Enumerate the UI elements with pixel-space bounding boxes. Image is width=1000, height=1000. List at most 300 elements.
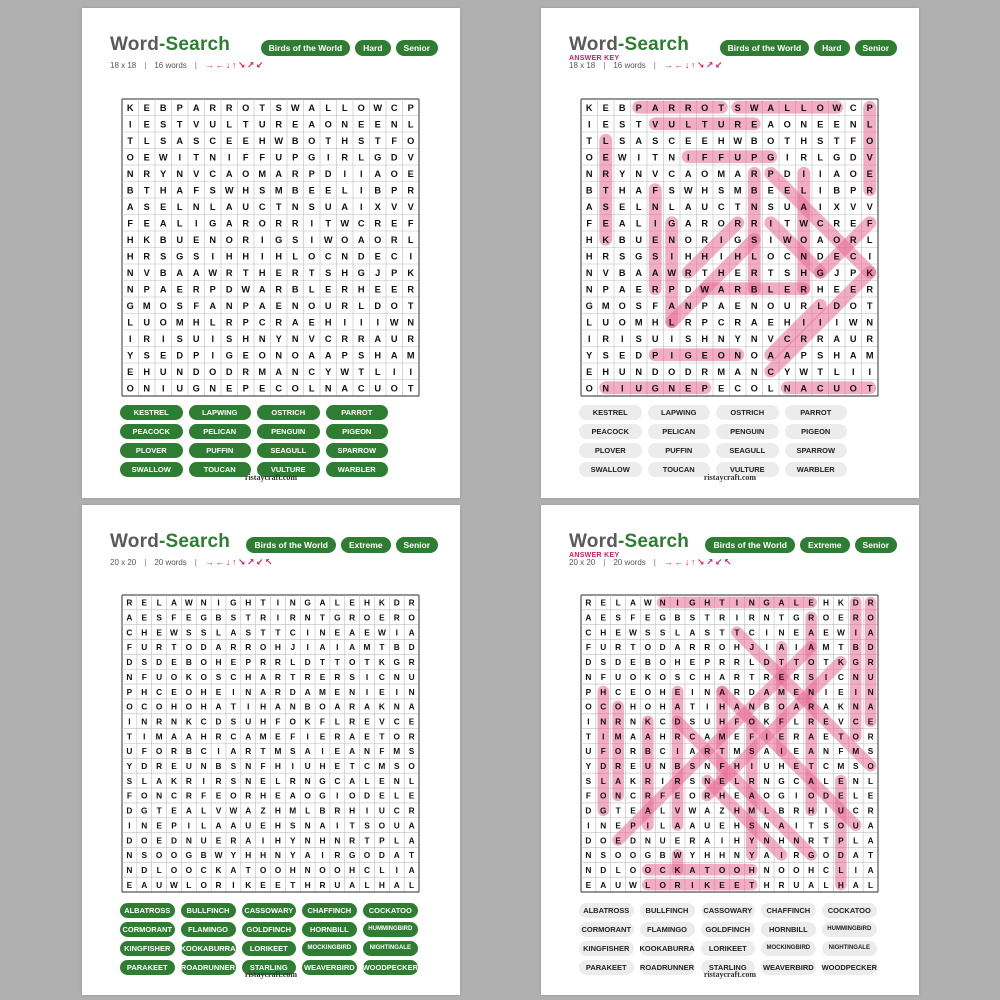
grid-letter: T (719, 597, 725, 608)
grid-letter: R (704, 746, 711, 757)
grid-letter: L (685, 119, 692, 130)
grid-letter: A (767, 119, 775, 130)
grid-letter: U (615, 879, 622, 890)
grid-letter: U (644, 761, 651, 772)
grid-letter: H (800, 135, 808, 146)
answer-key-label: ANSWER KEY (569, 552, 620, 559)
grid-letter: C (793, 775, 800, 786)
grid-letter: D (192, 366, 200, 377)
grid-letter: O (185, 864, 193, 875)
grid-letter: E (215, 790, 222, 801)
grid-letter: G (778, 790, 785, 801)
grid-letter: B (833, 185, 841, 196)
grid-letter: K (585, 102, 593, 113)
grid-letter: L (635, 201, 642, 212)
grid-letter: I (128, 716, 131, 727)
grid-letter: H (778, 761, 785, 772)
grid-letter: I (359, 201, 363, 212)
grid-letter: R (349, 835, 356, 846)
grid-letter: T (127, 135, 134, 146)
grid-letter: D (748, 686, 755, 697)
grid-letter: E (808, 597, 814, 608)
grid-letter: D (141, 761, 148, 772)
title-search: Search (165, 531, 231, 552)
grid-letter: T (407, 383, 414, 394)
grid-letter: N (209, 234, 217, 245)
grid-letter: H (618, 185, 626, 196)
grid-letter: G (651, 383, 659, 394)
grid-letter: T (275, 627, 281, 638)
grid-letter: E (275, 731, 281, 742)
grid-letter: A (704, 835, 711, 846)
grid-letter: K (837, 597, 844, 608)
grid-letter: R (215, 731, 222, 742)
grid-letter: R (629, 746, 636, 757)
grid-letter: I (854, 627, 857, 638)
grid-letter: D (176, 350, 184, 361)
grid-letter: E (374, 119, 381, 130)
grid-letter: G (659, 612, 666, 623)
grid-letter: I (802, 317, 806, 328)
grid-letter: A (308, 350, 316, 361)
grid-letter: H (260, 716, 267, 727)
word-chip: WEAVERBIRD (302, 960, 357, 975)
grid-letter: L (853, 835, 859, 846)
word-chip: PARAKEET (120, 960, 175, 975)
grid-letter: T (767, 267, 774, 278)
grid-letter: R (668, 102, 676, 113)
grid-letter: O (159, 317, 167, 328)
grid-letter: L (143, 135, 150, 146)
grid-letter: N (291, 201, 299, 212)
grid-letter: D (684, 366, 692, 377)
grid-letter: T (193, 152, 200, 163)
grid-letter: E (701, 135, 708, 146)
grid-letter: S (290, 746, 296, 757)
grid-letter: R (357, 333, 365, 344)
grid-letter: I (818, 201, 822, 212)
grid-letter: T (585, 731, 591, 742)
grid-letter: D (849, 152, 857, 163)
grid-letter: E (630, 761, 636, 772)
grid-letter: O (629, 864, 637, 875)
word-chip: PENGUIN (257, 424, 320, 439)
grid-letter: E (850, 218, 857, 229)
grid-letter: A (374, 168, 382, 179)
grid-letter: W (340, 366, 350, 377)
grid-letter: D (393, 597, 400, 608)
word-chip: LORIKEET (701, 941, 756, 956)
grid-letter: R (242, 234, 250, 245)
grid-letter: A (618, 284, 626, 295)
grid-letter: N (341, 119, 349, 130)
grid-letter: M (601, 300, 610, 311)
grid-letter: I (276, 612, 280, 623)
grid-letter: A (289, 790, 296, 801)
grid-letter: M (393, 746, 401, 757)
grid-letter: E (160, 350, 167, 361)
grid-letter: A (225, 168, 233, 179)
grid-letter: C (823, 761, 830, 772)
grid-letter: F (701, 152, 708, 163)
word-chip: PEACOCK (120, 424, 183, 439)
word-chip: CORMORANT (579, 922, 634, 937)
puzzle-meta (569, 60, 724, 71)
grid-letter: A (192, 267, 200, 278)
grid-letter: R (701, 366, 709, 377)
grid-letter: H (275, 251, 283, 262)
grid-letter: T (635, 119, 642, 130)
grid-letter: T (379, 731, 385, 742)
grid-letter: E (585, 879, 592, 890)
grid-letter: G (319, 790, 326, 801)
grid-letter: A (734, 168, 742, 179)
grid-letter: O (324, 119, 332, 130)
grid-letter: R (291, 168, 299, 179)
grid-letter: H (763, 879, 770, 890)
grid-letter: V (674, 805, 681, 816)
grid-letter: A (808, 879, 815, 890)
grid-letter: U (849, 333, 857, 344)
grid-letter: Y (290, 835, 296, 846)
grid-letter: W (836, 627, 845, 638)
grid-letter: R (615, 761, 622, 772)
grid-letter: S (734, 102, 741, 113)
grid-letter: E (260, 879, 266, 890)
grid-letter: R (733, 671, 740, 682)
grid-letter: H (200, 701, 207, 712)
grid-letter: E (275, 790, 281, 801)
grid-letter: N (176, 168, 184, 179)
grid-letter: A (783, 350, 791, 361)
grid-letter: I (247, 701, 250, 712)
grid-letter: S (602, 201, 609, 212)
grid-letter: O (866, 135, 874, 146)
grid-letter: E (292, 119, 299, 130)
grid-letter: E (778, 731, 785, 742)
grid-letter: I (691, 686, 694, 697)
grid-letter: L (833, 366, 840, 377)
grid-letter: V (215, 805, 222, 816)
grid-letter: O (767, 135, 775, 146)
grid-letter: I (750, 761, 753, 772)
grid-letter: U (304, 761, 311, 772)
grid-letter: G (793, 612, 800, 623)
grid-letter: H (733, 761, 740, 772)
grid-letter: S (200, 627, 207, 638)
grid-letter: G (176, 251, 184, 262)
grid-letter: N (393, 701, 400, 712)
grid-letter: T (823, 835, 829, 846)
grid-letter: M (289, 805, 297, 816)
grid-letter: L (866, 119, 873, 130)
grid-letter: P (751, 152, 758, 163)
grid-letter: S (275, 102, 282, 113)
grid-letter: L (407, 119, 414, 130)
grid-letter: T (358, 366, 365, 377)
grid-letter: I (719, 234, 723, 245)
grid-letter: E (325, 185, 332, 196)
grid-letter: O (659, 657, 666, 668)
grid-letter: E (600, 612, 607, 623)
tag-theme: Birds of the World (261, 40, 351, 56)
grid-letter: H (719, 716, 726, 727)
grid-letter: V (308, 333, 315, 344)
page-title (110, 34, 230, 56)
grid-letter: S (259, 185, 266, 196)
grid-letter: R (291, 267, 299, 278)
grid-letter: O (319, 864, 326, 875)
grid-letter: N (748, 701, 755, 712)
grid-letter: R (143, 251, 151, 262)
grid-letter: H (659, 731, 666, 742)
grid-letter: U (156, 671, 163, 682)
grid-letter: R (289, 775, 296, 786)
grid-letter: R (867, 805, 874, 816)
grid-letter: R (602, 168, 610, 179)
grid-letter: O (767, 300, 775, 311)
grid-letter: O (750, 350, 758, 361)
grid-letter: K (215, 864, 222, 875)
grid-letter: U (143, 317, 151, 328)
grid-letter: N (289, 701, 296, 712)
grid-letter: E (793, 761, 800, 772)
grid-letter: A (816, 234, 824, 245)
grid-letter: A (275, 366, 283, 377)
word-chip: MOCKINGBIRD (302, 941, 357, 956)
grid-letter: F (652, 300, 659, 311)
grid-letter: P (391, 185, 398, 196)
grid-letter: C (668, 135, 676, 146)
grid-letter: M (748, 805, 756, 816)
grid-letter: O (833, 234, 841, 245)
grid-letter: I (653, 218, 657, 229)
grid-letter: F (749, 731, 755, 742)
grid-letter: C (357, 218, 365, 229)
grid-letter: I (795, 790, 798, 801)
word-chip: COCKATOO (822, 903, 877, 918)
grid-letter: R (808, 716, 815, 727)
grid-letter: U (783, 300, 791, 311)
grid-letter: E (141, 597, 148, 608)
grid-letter: T (808, 761, 814, 772)
grid-letter: A (684, 201, 692, 212)
grid-letter: W (377, 627, 386, 638)
grid-letter: N (763, 835, 770, 846)
grid-letter: R (407, 333, 415, 344)
grid-letter: P (292, 152, 299, 163)
grid-letter: W (848, 317, 858, 328)
grid-letter: S (364, 820, 370, 831)
grid-letter: H (704, 850, 711, 861)
grid-letter: B (618, 234, 626, 245)
grid-letter: S (668, 185, 675, 196)
puzzle-meta (569, 557, 733, 568)
grid-letter: L (364, 775, 370, 786)
grid-letter: O (200, 657, 207, 668)
grid-letter: M (363, 642, 371, 653)
grid-letter: A (800, 383, 808, 394)
grid-letter: A (308, 102, 316, 113)
grid-letter: N (750, 201, 758, 212)
grid-letter: P (308, 168, 315, 179)
grid-letter: U (668, 119, 676, 130)
word-chip: BULLFINCH (640, 903, 695, 918)
grid-letter: W (274, 135, 284, 146)
grid-letter: T (319, 657, 326, 668)
grid-letter: E (408, 790, 415, 801)
grid-letter: N (585, 284, 593, 295)
grid-letter: K (644, 671, 651, 682)
grid-letter: S (823, 820, 829, 831)
grid-letter: H (717, 267, 725, 278)
grid-letter: E (143, 102, 150, 113)
grid-letter: R (242, 366, 250, 377)
grid-letter: E (602, 119, 609, 130)
grid-letter: G (192, 383, 200, 394)
grid-letter: G (357, 267, 365, 278)
grid-letter: R (734, 284, 742, 295)
grid-letter: G (852, 657, 859, 668)
grid-letter: A (674, 642, 681, 653)
grid-letter: I (735, 612, 739, 623)
grid-letter: A (767, 102, 775, 113)
grid-letter: L (127, 317, 134, 328)
grid-letter: A (192, 102, 200, 113)
grid-letter: N (275, 350, 283, 361)
grid-letter: R (816, 333, 824, 344)
grid-letter: E (867, 716, 874, 727)
grid-letter: C (258, 201, 266, 212)
grid-letter: T (290, 879, 296, 890)
grid-letter: N (364, 746, 371, 757)
grid-letter: C (200, 864, 207, 875)
grid-letter: A (808, 731, 815, 742)
grid-letter: E (193, 234, 200, 245)
grid-letter: P (652, 350, 659, 361)
grid-letter: H (800, 267, 808, 278)
grid-letter: N (668, 383, 676, 394)
grid-letter: R (126, 597, 133, 608)
grid-letter: S (292, 234, 299, 245)
separator: | (603, 61, 606, 70)
grid-letter: N (324, 383, 332, 394)
grid-letter: U (615, 671, 622, 682)
grid-letter: R (215, 879, 222, 890)
grid-letter: H (258, 267, 266, 278)
grid-letter: A (763, 850, 770, 861)
answer-key-page-birds-extreme (541, 505, 919, 995)
grid-letter: R (209, 102, 217, 113)
grid-letter: L (305, 805, 311, 816)
grid-letter: D (615, 657, 622, 668)
grid-letter: I (409, 366, 413, 377)
word-chip: WEAVERBIRD (761, 960, 816, 975)
grid-letter: O (629, 850, 637, 861)
grid-letter: L (668, 201, 675, 212)
grid-letter: R (408, 657, 415, 668)
grid-letter: O (170, 671, 178, 682)
grid-letter: D (823, 790, 830, 801)
grid-letter: V (193, 119, 200, 130)
grid-letter: E (734, 790, 740, 801)
grid-letter: H (258, 135, 266, 146)
grid-letter: R (407, 185, 415, 196)
grid-letter: I (306, 627, 309, 638)
grid-letter: I (587, 820, 590, 831)
grid-letter: L (325, 102, 332, 113)
grid-letter: E (186, 612, 192, 623)
grid-letter: A (717, 284, 725, 295)
grid-letter: R (334, 850, 341, 861)
grid-letter: O (408, 761, 415, 772)
grid-letter: P (126, 686, 133, 697)
grid-letter: C (849, 251, 857, 262)
grid-letter: U (704, 820, 711, 831)
grid-letter: C (615, 686, 622, 697)
word-chip: TOUCAN (189, 462, 252, 477)
grid-letter: E (685, 383, 692, 394)
grid-letter: C (324, 251, 332, 262)
grid-letter: E (645, 612, 651, 623)
grid-letter: E (817, 119, 824, 130)
grid-letter: E (734, 300, 741, 311)
grid-letter: M (718, 731, 726, 742)
word-chip: HUMMINGBIRD (363, 922, 418, 937)
grid-letter: R (289, 612, 296, 623)
grid-letter: E (793, 627, 800, 638)
tag-audience: Senior (855, 537, 897, 553)
grid-letter: H (701, 333, 709, 344)
word-chip: LAPWING (189, 405, 252, 420)
grid-letter: O (230, 790, 237, 801)
grid-letter: U (763, 761, 770, 772)
grid-letter: R (156, 642, 163, 653)
grid-letter: U (176, 234, 184, 245)
grid-letter: O (778, 864, 785, 875)
grid-letter: E (630, 805, 636, 816)
grid-letter: A (719, 671, 726, 682)
grid-letter: R (408, 805, 415, 816)
grid-letter: E (215, 835, 222, 846)
grid-letter: E (391, 284, 398, 295)
grid-letter: N (176, 366, 184, 377)
word-chip: PELICAN (189, 424, 252, 439)
grid-letter: V (602, 267, 609, 278)
grid-letter: N (585, 168, 593, 179)
grid-letter: A (717, 300, 725, 311)
word-chip: CASSOWARY (242, 903, 297, 918)
grid-letter: C (849, 102, 857, 113)
grid-letter: L (334, 597, 340, 608)
grid-letter: I (392, 366, 396, 377)
grid-letter: D (651, 366, 659, 377)
grid-letter: S (585, 775, 592, 786)
grid-letter: O (209, 366, 217, 377)
grid-letter: O (363, 612, 371, 623)
grid-letter: P (668, 284, 675, 295)
grid-letter: L (793, 597, 799, 608)
grid-letter: H (349, 805, 356, 816)
grid-letter: I (824, 686, 828, 697)
grid-letter: G (319, 775, 326, 786)
word-chip: CASSOWARY (701, 903, 756, 918)
direction-arrows-icon: →←↓↑↘↗↙ (663, 60, 724, 70)
grid-letter: A (644, 731, 651, 742)
grid-letter: H (245, 671, 252, 682)
grid-letter: B (159, 102, 167, 113)
grid-letter: E (701, 350, 708, 361)
